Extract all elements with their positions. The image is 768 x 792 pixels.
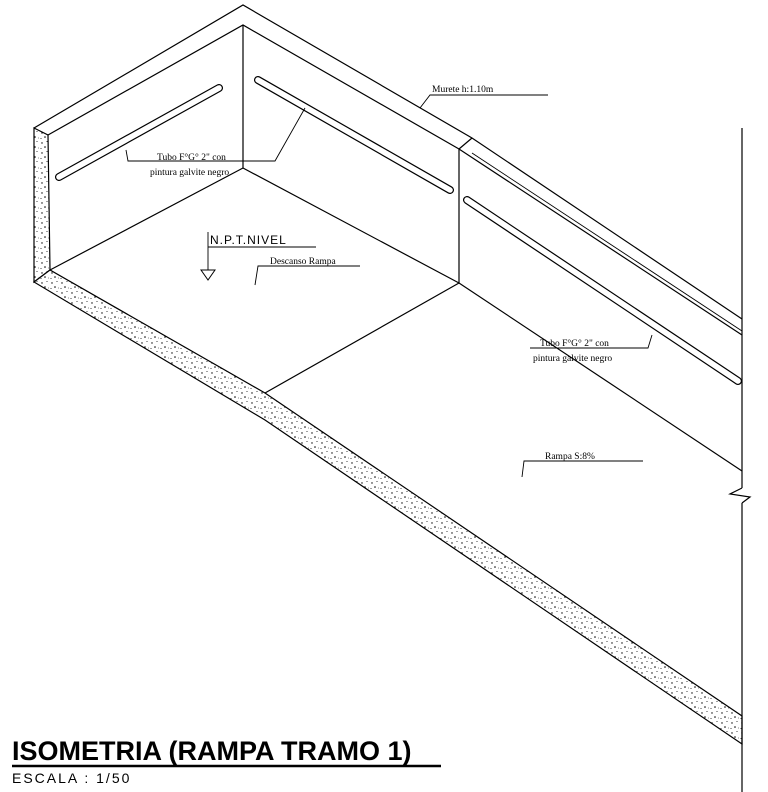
tubo-upper-line2: pintura galvite negro [150, 168, 230, 178]
annotation-tubo-upper [126, 108, 305, 178]
back-walls [34, 5, 742, 471]
left-wall-section [34, 128, 50, 282]
break-line [730, 128, 750, 792]
tubo-upper-line1: Tubo F°G° 2" con [157, 153, 226, 163]
title-block [12, 736, 441, 786]
annotation-rampa [522, 452, 643, 477]
npt-label: N.P.T.NIVEL [210, 233, 287, 247]
annotation-tubo-ramp [530, 335, 652, 364]
tubo-ramp-line2: pintura galvite negro [533, 354, 613, 364]
descanso-label: Descanso Rampa [270, 257, 336, 267]
handrail-pipe-left [59, 88, 219, 177]
murete-label: Murete h:1.10m [432, 85, 494, 95]
annotation-murete [420, 85, 548, 108]
tubo-ramp-line1: Tubo F°G° 2" con [540, 339, 609, 349]
handrail-pipe-center [258, 80, 450, 190]
annotation-npt [201, 232, 316, 280]
drawing-title: ISOMETRIA (RAMPA TRAMO 1) [12, 736, 412, 766]
annotation-descanso [255, 257, 360, 285]
floor-slab [34, 270, 742, 744]
rampa-label: Rampa S:8% [545, 452, 595, 462]
drawing-scale: ESCALA : 1/50 [12, 770, 132, 786]
